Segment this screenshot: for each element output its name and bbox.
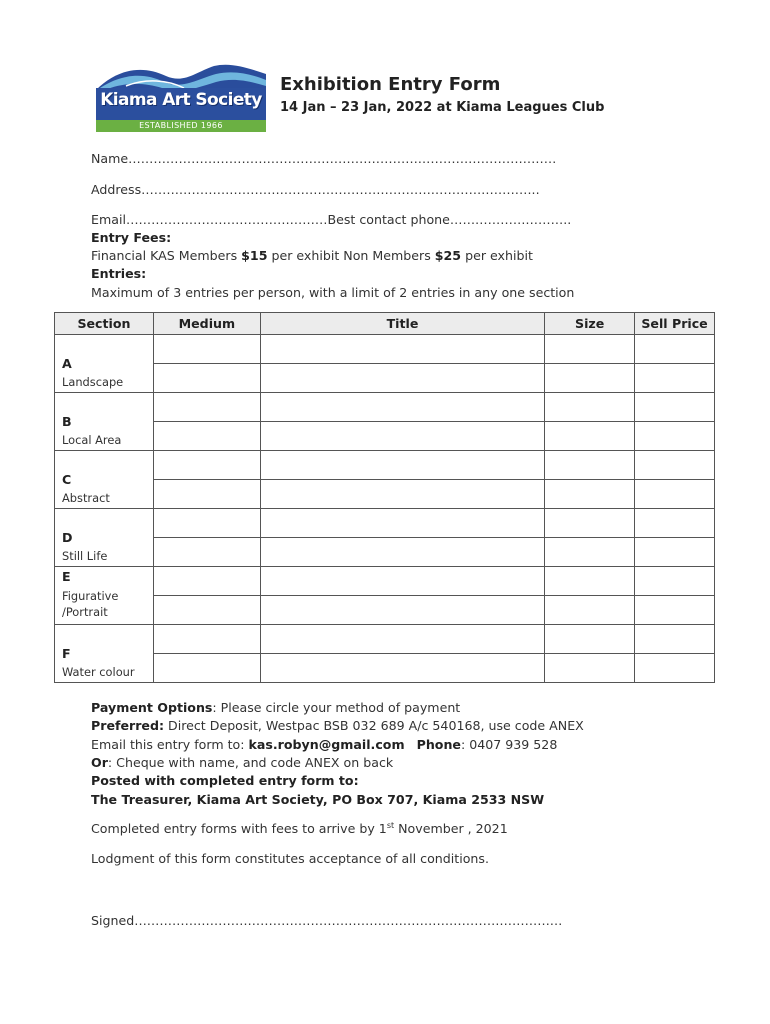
entries-limit-text: Maximum of 3 entries per person, with a limit of 2 entries in any one section bbox=[91, 285, 575, 300]
price-cell[interactable] bbox=[635, 625, 715, 654]
section-letter: A bbox=[62, 356, 72, 371]
table-row bbox=[55, 335, 715, 364]
table-row bbox=[55, 509, 715, 538]
table-row bbox=[55, 625, 715, 654]
section-name: Water colour bbox=[62, 665, 135, 679]
logo-name: Kiama Art Society bbox=[100, 90, 262, 110]
non-member-fee: $25 bbox=[434, 248, 462, 263]
or-label: Or bbox=[91, 755, 108, 770]
payment-options-label: Payment Options bbox=[91, 700, 213, 715]
title-cell[interactable] bbox=[260, 654, 544, 683]
fees-prefix: Financial KAS Members bbox=[91, 248, 242, 263]
preferred-text: Direct Deposit, Westpac BSB 032 689 A/c 540168, use code ANEX bbox=[164, 718, 584, 733]
table-row bbox=[55, 480, 715, 509]
medium-cell[interactable] bbox=[153, 364, 260, 393]
entry-fees-heading: Entry Fees: bbox=[91, 230, 172, 245]
form-subtitle: 14 Jan – 23 Jan, 2022 at Kiama Leagues Club bbox=[280, 100, 605, 115]
title-cell[interactable] bbox=[260, 451, 544, 480]
title-cell[interactable] bbox=[260, 596, 544, 625]
section-letter: C bbox=[62, 472, 72, 487]
name-field[interactable]: Name………………………………………………………………………………………… bbox=[91, 151, 557, 166]
section-name: Figurative bbox=[62, 589, 119, 603]
section-b-label bbox=[55, 393, 154, 451]
price-cell[interactable] bbox=[635, 509, 715, 538]
table-header-row bbox=[55, 313, 715, 335]
price-cell[interactable] bbox=[635, 393, 715, 422]
price-cell[interactable] bbox=[635, 596, 715, 625]
medium-cell[interactable] bbox=[153, 480, 260, 509]
kiama-art-society-logo bbox=[96, 64, 266, 132]
title-cell[interactable] bbox=[260, 509, 544, 538]
medium-cell[interactable] bbox=[153, 654, 260, 683]
table-row bbox=[55, 451, 715, 480]
price-cell[interactable] bbox=[635, 364, 715, 393]
table-row bbox=[55, 538, 715, 567]
deadline-prefix: Completed entry forms with fees to arrive by 1 bbox=[91, 821, 387, 837]
section-f-label bbox=[55, 625, 154, 683]
title-cell[interactable] bbox=[260, 335, 544, 364]
medium-cell[interactable] bbox=[153, 509, 260, 538]
section-d-label bbox=[55, 509, 154, 567]
price-cell[interactable] bbox=[635, 480, 715, 509]
size-cell[interactable] bbox=[545, 596, 635, 625]
medium-cell[interactable] bbox=[153, 451, 260, 480]
price-cell[interactable] bbox=[635, 654, 715, 683]
preferred-line bbox=[91, 718, 584, 733]
phone-text: : 0407 939 528 bbox=[460, 737, 558, 752]
size-cell[interactable] bbox=[545, 538, 635, 567]
size-cell[interactable] bbox=[545, 625, 635, 654]
table-row bbox=[55, 567, 715, 596]
payment-options-line bbox=[91, 700, 460, 715]
price-cell[interactable] bbox=[635, 538, 715, 567]
section-name-line2: /Portrait bbox=[62, 605, 108, 619]
logo-established: ESTABLISHED 1966 bbox=[139, 121, 223, 130]
header-sell-price: Sell Price bbox=[635, 313, 715, 335]
signature-field[interactable]: Signed………………………………………………………………………………………… bbox=[91, 913, 563, 928]
entries-heading: Entries: bbox=[91, 266, 147, 281]
size-cell[interactable] bbox=[545, 393, 635, 422]
section-name: Still Life bbox=[62, 549, 108, 563]
or-text: : Cheque with name, and code ANEX on back bbox=[107, 755, 394, 770]
section-name: Landscape bbox=[62, 375, 124, 389]
form-title: Exhibition Entry Form bbox=[280, 74, 501, 95]
section-letter: F bbox=[62, 646, 71, 661]
header-title: Title bbox=[260, 313, 544, 335]
title-cell[interactable] bbox=[260, 567, 544, 596]
email-prefix: Email this entry form to: bbox=[91, 737, 249, 752]
member-fee: $15 bbox=[241, 248, 268, 263]
section-c-label bbox=[55, 451, 154, 509]
entry-fees-text bbox=[91, 248, 533, 263]
table-row bbox=[55, 422, 715, 451]
deadline-line bbox=[91, 821, 508, 836]
conditions-line: Lodgment of this form constitutes acceptance of all conditions. bbox=[91, 851, 489, 866]
title-cell[interactable] bbox=[260, 538, 544, 567]
fees-suffix: per exhibit bbox=[461, 248, 533, 263]
deadline-suffix: November , 2021 bbox=[394, 821, 508, 837]
section-name: Abstract bbox=[62, 491, 110, 505]
header-medium: Medium bbox=[153, 313, 260, 335]
section-a-label bbox=[55, 335, 154, 393]
payment-options-text: : Please circle your method of payment bbox=[212, 700, 461, 715]
price-cell[interactable] bbox=[635, 451, 715, 480]
header-section: Section bbox=[55, 313, 154, 335]
cheque-line bbox=[91, 755, 393, 770]
price-cell[interactable] bbox=[635, 335, 715, 364]
medium-cell[interactable] bbox=[153, 422, 260, 451]
posted-heading: Posted with completed entry form to: bbox=[91, 773, 359, 788]
size-cell[interactable] bbox=[545, 509, 635, 538]
title-cell[interactable] bbox=[260, 364, 544, 393]
entries-table bbox=[54, 312, 715, 683]
section-name: Local Area bbox=[62, 433, 122, 447]
medium-cell[interactable] bbox=[153, 393, 260, 422]
medium-cell[interactable] bbox=[153, 625, 260, 654]
email-form-line bbox=[91, 737, 557, 752]
section-letter: D bbox=[62, 530, 73, 545]
address-field[interactable]: Address………………………………………………………………………………….. bbox=[91, 182, 540, 197]
contact-email[interactable]: kas.robyn@gmail.com bbox=[248, 737, 405, 752]
title-cell[interactable] bbox=[260, 422, 544, 451]
size-cell[interactable] bbox=[545, 451, 635, 480]
title-cell[interactable] bbox=[260, 625, 544, 654]
medium-cell[interactable] bbox=[153, 567, 260, 596]
price-cell[interactable] bbox=[635, 422, 715, 451]
phone-label: Phone bbox=[416, 737, 461, 752]
section-letter: B bbox=[62, 414, 72, 429]
size-cell[interactable] bbox=[545, 364, 635, 393]
size-cell[interactable] bbox=[545, 567, 635, 596]
medium-cell[interactable] bbox=[153, 538, 260, 567]
size-cell[interactable] bbox=[545, 335, 635, 364]
title-cell[interactable] bbox=[260, 480, 544, 509]
section-letter: E bbox=[62, 569, 71, 584]
table-row bbox=[55, 596, 715, 625]
header-size: Size bbox=[545, 313, 635, 335]
size-cell[interactable] bbox=[545, 422, 635, 451]
table-row bbox=[55, 393, 715, 422]
preferred-label: Preferred: bbox=[91, 718, 165, 733]
fees-mid: per exhibit Non Members bbox=[267, 248, 435, 263]
size-cell[interactable] bbox=[545, 480, 635, 509]
size-cell[interactable] bbox=[545, 654, 635, 683]
medium-cell[interactable] bbox=[153, 335, 260, 364]
title-cell[interactable] bbox=[260, 393, 544, 422]
table-row bbox=[55, 654, 715, 683]
table-row bbox=[55, 364, 715, 393]
price-cell[interactable] bbox=[635, 567, 715, 596]
postal-address: The Treasurer, Kiama Art Society, PO Box 707, Kiama 2533 NSW bbox=[91, 792, 545, 807]
medium-cell[interactable] bbox=[153, 596, 260, 625]
section-e-label bbox=[55, 567, 154, 625]
deadline-sup: st bbox=[386, 821, 395, 830]
email-phone-field[interactable]: Email…………………………………………Best contact phone……………………….. bbox=[91, 212, 572, 227]
